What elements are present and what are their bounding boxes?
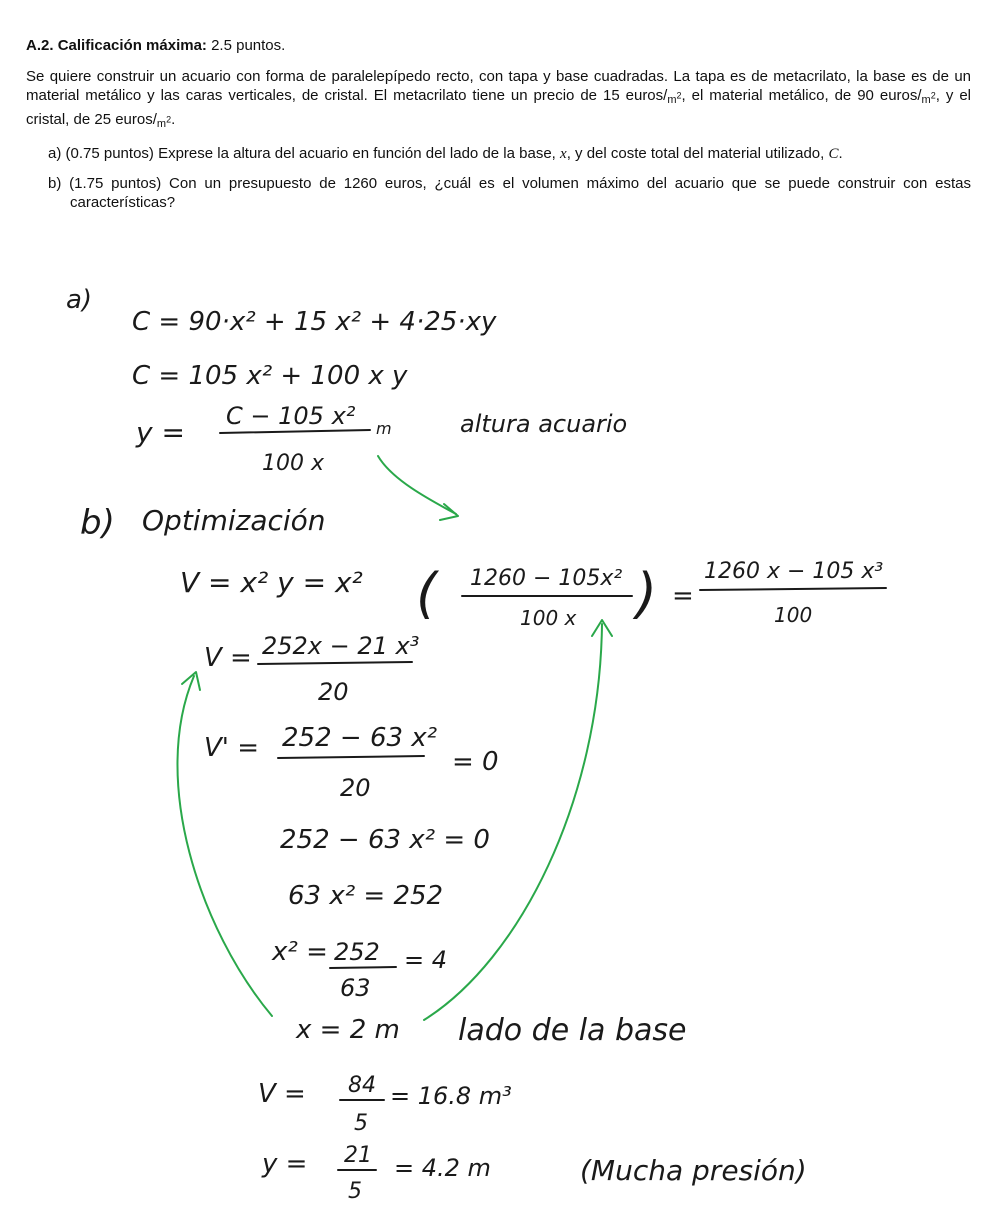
- unit-m: m2: [921, 90, 936, 106]
- hw-v2-num: 252x − 21 x³: [262, 632, 420, 660]
- grade-value: 2.5 puntos.: [211, 37, 286, 54]
- statement-part4: .: [171, 111, 176, 128]
- hw-v2-lhs: V =: [204, 643, 252, 673]
- grade-label: Calificación máxima:: [57, 37, 207, 54]
- hw-cost-equation: C = 90·x² + 15 x² + 4·25·xy: [132, 307, 497, 337]
- hw-y-unit: m: [376, 419, 392, 438]
- hw-derivative-lhs: V' =: [204, 733, 259, 763]
- green-arrow-left: [177, 676, 272, 1016]
- hw-x-result: x = 2 m: [296, 1015, 400, 1045]
- hw-v2-bar: [258, 662, 412, 664]
- statement-part1: Se quiere construir un acuario con forma de paralelepípedo recto, con tapa y base cuadradas. La tapa es de metacrilato, la base es de un material metálico y las caras verticales, de cristal. El metacrilato tiene un precio de 15 euros/: [26, 68, 971, 104]
- hw-height-note: altura acuario: [460, 410, 628, 438]
- hw-volume-result-bar: [700, 588, 886, 590]
- hw-equals: =: [672, 581, 694, 611]
- hw-volume-expression: V = x² y = x²: [180, 566, 363, 599]
- hw-volume-num: 84: [348, 1073, 376, 1098]
- var-x: x: [560, 146, 567, 162]
- hw-xsq-num: 252: [334, 938, 380, 966]
- hw-volume-den: 5: [354, 1111, 368, 1136]
- hw-xsq-den: 63: [340, 974, 371, 1002]
- hw-step-isolate: 63 x² = 252: [288, 881, 444, 911]
- hw-volume-lhs: V =: [258, 1079, 306, 1109]
- hw-cost-simplified: C = 105 x² + 100 x y: [132, 361, 408, 391]
- hw-volume-frac-num: 1260 − 105x²: [470, 566, 623, 591]
- hw-volume-result-num: 1260 x − 105 x³: [704, 559, 884, 584]
- hw-height-num: 21: [344, 1143, 372, 1168]
- hw-v2-den: 20: [318, 678, 349, 706]
- hw-xsq-bar: [330, 967, 396, 968]
- green-arrow-right: [424, 624, 602, 1020]
- exercise-code: A.2.: [26, 37, 54, 54]
- hw-xsq-rhs: = 4: [404, 946, 448, 974]
- hw-a-label: a): [66, 285, 93, 315]
- question-a-label: a): [48, 145, 62, 162]
- hw-y-fraction-bar: [220, 430, 370, 433]
- hw-derivative-rhs: = 0: [452, 747, 499, 777]
- statement-part3: , y el cristal, de 25 euros/: [26, 87, 971, 128]
- hw-derivative-bar: [278, 756, 424, 758]
- question-b-text: (1.75 puntos) Con un presupuesto de 1260 euros, ¿cuál es el volumen máximo del acuario que se puede construir con estas características?: [69, 175, 972, 211]
- unit-m: m2: [667, 90, 682, 106]
- question-a-text: (0.75 puntos) Exprese la altura del acuario en función del lado de la base,: [65, 145, 556, 162]
- question-b-label: b): [48, 175, 62, 192]
- hw-paren-open: (: [416, 562, 438, 625]
- hw-x-note: lado de la base: [458, 1013, 687, 1048]
- hw-y-lhs: y =: [136, 416, 185, 449]
- hw-derivative-num: 252 − 63 x²: [282, 723, 438, 753]
- hw-b-label: b): [80, 503, 115, 543]
- hw-height-rhs: = 4.2 m: [394, 1154, 491, 1182]
- var-c: C: [828, 146, 839, 162]
- hw-pressure-note: (Mucha presión): [580, 1154, 807, 1187]
- question-a-text2: , y del coste total del material utilizado,: [566, 145, 825, 162]
- hw-height-lhs: y =: [262, 1149, 308, 1179]
- hw-step-critical-eq: 252 − 63 x² = 0: [280, 825, 490, 855]
- statement-part2: , el material metálico, de 90 euros/: [681, 87, 922, 104]
- hw-y-denominator: 100 x: [262, 451, 325, 476]
- hw-optimization-title: Optimización: [142, 504, 326, 537]
- hw-volume-result-den: 100: [774, 603, 813, 627]
- hw-volume-rhs: = 16.8 m³: [390, 1082, 512, 1110]
- unit-m: m2: [156, 114, 172, 130]
- question-a: a) (0.75 puntos) Exprese la altura del acuario en función del lado de la base, x, y del coste total del material utilizado, C.: [48, 145, 843, 162]
- hw-volume-frac-den: 100 x: [520, 606, 577, 630]
- hw-xsq-lhs: x² =: [272, 937, 328, 967]
- hw-derivative-den: 20: [340, 774, 371, 802]
- hw-height-den: 5: [348, 1179, 362, 1204]
- hw-paren-close: ): [636, 562, 658, 625]
- hw-y-numerator: C − 105 x²: [226, 402, 356, 430]
